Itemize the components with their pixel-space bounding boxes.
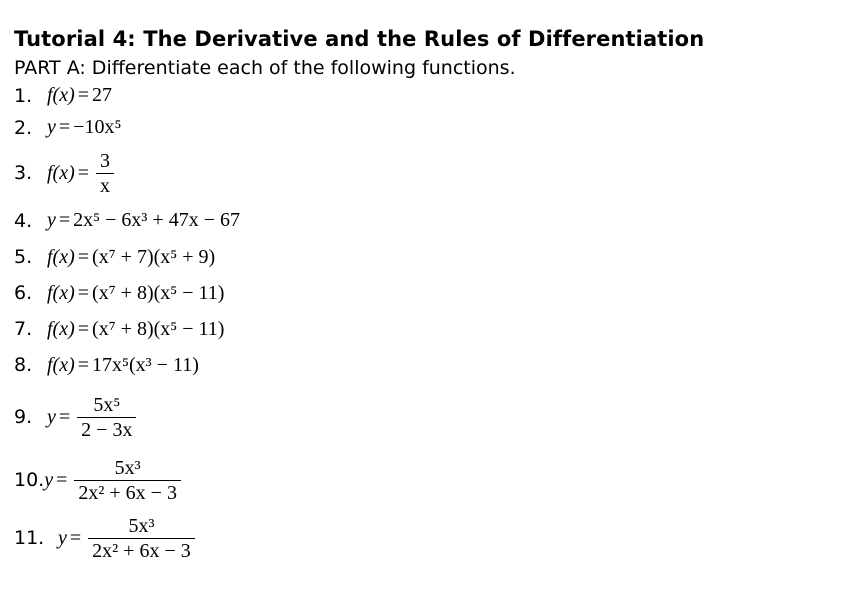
numerator: 5x⁵ [93, 393, 121, 416]
denominator: 2x² + 6x − 3 [88, 538, 195, 562]
problem-item [14, 144, 844, 202]
problem-list [14, 80, 844, 567]
problem-number: 1. [14, 84, 33, 107]
denominator: 2 − 3x [77, 417, 136, 441]
lhs: f(x) [47, 317, 75, 340]
problem-number: 2. [14, 116, 33, 139]
lhs: f(x) [47, 161, 75, 184]
numerator: 3 [100, 149, 111, 172]
problem-number: 7. [14, 318, 33, 340]
denominator: 2x² + 6x − 3 [74, 480, 181, 504]
problem-item [14, 111, 844, 144]
equals-sign: = [58, 116, 71, 138]
lhs: f(x) [47, 353, 75, 376]
problem-expression [47, 209, 240, 232]
rhs: (x⁷ + 7)(x⁵ + 9) [92, 245, 216, 268]
equals-sign: = [69, 526, 82, 549]
problem-expression [47, 354, 199, 377]
problem-number: 5. [14, 246, 33, 268]
problem-expression [47, 246, 215, 269]
lhs: f(x) [47, 245, 75, 268]
fraction [77, 394, 136, 441]
fraction [88, 515, 195, 562]
equals-sign: = [58, 209, 71, 231]
rhs: 27 [92, 84, 113, 106]
problem-item [14, 347, 844, 383]
problem-expression [47, 394, 136, 441]
lhs: y [58, 526, 67, 549]
problem-item [14, 383, 844, 451]
fraction [74, 457, 181, 504]
rhs: −10x⁵ [73, 116, 122, 138]
problem-number: 11. [14, 527, 45, 549]
lhs: y [44, 468, 54, 491]
tutorial-page [14, 26, 844, 567]
problem-expression [44, 457, 181, 504]
problem-number: 6. [14, 282, 33, 304]
rhs: 2x⁵ − 6x³ + 47x − 67 [73, 209, 240, 231]
equals-sign: = [77, 317, 90, 340]
problem-expression [47, 84, 112, 107]
problem-number: 4. [14, 209, 33, 232]
problem-item [14, 80, 844, 111]
rhs: (x⁷ + 8)(x⁵ − 11) [92, 317, 225, 340]
page-title: Tutorial 4: The Derivative and the Rules of Differentiation [14, 27, 705, 51]
equals-sign: = [77, 281, 90, 304]
problem-expression [47, 282, 224, 305]
problem-number: 8. [14, 354, 33, 376]
problem-item [14, 275, 844, 311]
rhs: 17x⁵(x³ − 11) [92, 353, 199, 376]
lhs: y [47, 116, 56, 138]
fraction [96, 150, 114, 197]
lhs: y [47, 209, 56, 231]
problem-number: 10. [14, 469, 45, 491]
part-a-instruction: PART A: Differentiate each of the following functions. [14, 57, 516, 79]
problem-item [14, 202, 844, 239]
equals-sign: = [56, 468, 68, 491]
problem-expression [58, 515, 195, 562]
equals-sign: = [77, 84, 90, 106]
lhs: y [47, 405, 56, 428]
denominator: x [96, 173, 114, 197]
numerator: 5x³ [128, 514, 155, 537]
problem-expression [47, 150, 114, 197]
rhs: (x⁷ + 8)(x⁵ − 11) [92, 281, 225, 304]
lhs: f(x) [47, 84, 75, 106]
problem-item [14, 451, 844, 509]
problem-expression [47, 116, 121, 139]
problem-number: 9. [14, 406, 33, 428]
equals-sign: = [77, 353, 90, 376]
problem-expression [47, 318, 224, 341]
equals-sign: = [77, 245, 90, 268]
equals-sign: = [58, 405, 71, 428]
problem-number: 3. [14, 162, 33, 184]
problem-item [14, 239, 844, 275]
equals-sign: = [77, 161, 90, 184]
lhs: f(x) [47, 281, 75, 304]
problem-item [14, 509, 844, 567]
problem-item [14, 311, 844, 347]
numerator: 5x³ [114, 456, 141, 479]
